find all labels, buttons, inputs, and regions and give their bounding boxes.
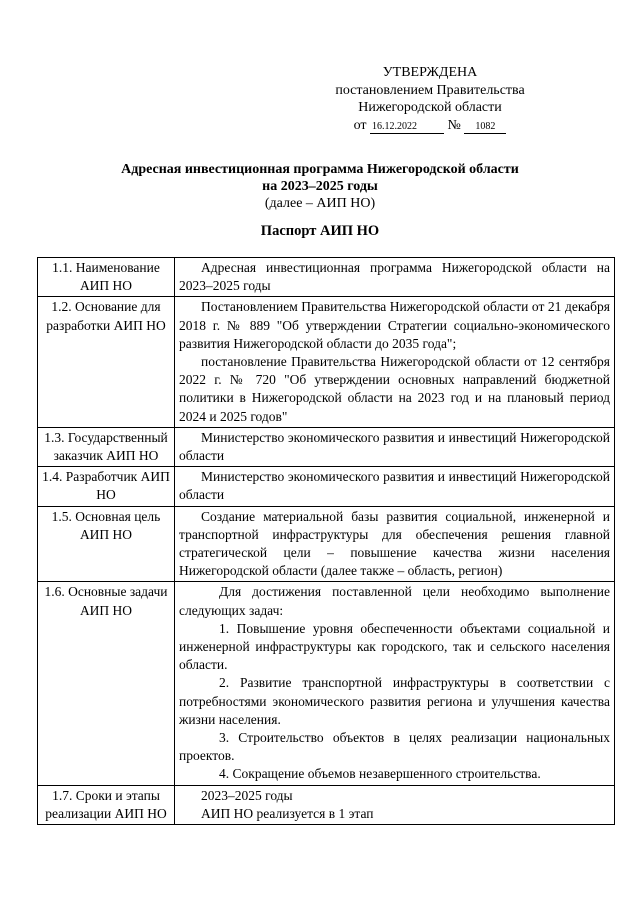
row-key: 1.6. Основные задачи АИП НО <box>38 582 175 785</box>
table-row <box>38 582 615 785</box>
approval-date-line <box>300 117 560 135</box>
approval-number: 1082 <box>464 121 506 134</box>
row-key: 1.2. Основание для разработки АИП НО <box>38 297 175 427</box>
row-paragraph: Постановлением Правительства Нижегородской области от 21 декабря 2018 г. № 889 "Об утверждении Стратегии социально-экономического развития Нижегородской области до 2035 года"; <box>179 299 610 351</box>
table-row <box>38 258 615 297</box>
approval-title: УТВЕРЖДЕНА <box>382 65 478 80</box>
row-paragraph: 4. Сокращение объемов незавершенного строительства. <box>219 766 541 782</box>
row-value <box>175 785 615 824</box>
row-value <box>175 427 615 466</box>
row-paragraph: 3. Строительство объектов в целях реализации национальных проектов. <box>179 730 610 764</box>
row-paragraph: Создание материальной базы развития социальной, инженерной и транспортной инфраструктуры для обеспечения решения главной стратегической цели – повышение качества жизни населения Нижегородской области (далее также – область, регион) <box>179 508 610 579</box>
approval-line-2: постановлением Правительства <box>335 82 525 98</box>
passport-title: Паспорт АИП НО <box>260 223 380 239</box>
row-paragraph: постановление Правительства Нижегородской области от 12 сентября 2022 г. № 720 "Об утверждении основных направлений бюджетной политики в Нижегородской области на 2023 год и на плановый период 2024 и 2025 годов" <box>179 354 610 424</box>
table-row <box>38 297 615 427</box>
row-key: 1.4. Разработчик АИП НО <box>38 467 175 506</box>
row-key: 1.7. Сроки и этапы реализации АИП НО <box>38 785 175 824</box>
table-row <box>38 467 615 506</box>
passport-table <box>37 257 615 825</box>
heading-line-1: Адресная инвестиционная программа Нижегородской области <box>121 162 519 177</box>
heading-line-2: на 2023–2025 годы <box>262 179 378 194</box>
row-paragraph: Министерство экономического развития и инвестиций Нижегородской области <box>179 429 610 464</box>
approval-stamp <box>300 64 560 134</box>
document-heading <box>40 161 600 212</box>
row-value <box>175 258 615 297</box>
heading-line-3: (далее – АИП НО) <box>264 196 376 211</box>
row-key: 1.5. Основная цель АИП НО <box>38 506 175 582</box>
row-paragraph: 2. Развитие транспортной инфраструктуры в соответствии с потребностями экономического развития региона и улучшения качества жизни населения. <box>179 675 610 727</box>
row-key: 1.1. Наименование АИП НО <box>38 258 175 297</box>
date-prefix: от <box>353 117 367 133</box>
row-key: 1.3. Государственный заказчик АИП НО <box>38 427 175 466</box>
approval-line-3: Нижегородской области <box>358 100 502 115</box>
row-paragraph: 1. Повышение уровня обеспеченности объектами социальной и инженерной инфраструктуры как городского, так и сельского населения области. <box>179 620 610 673</box>
number-sign: № <box>447 117 461 133</box>
row-paragraph: Адресная инвестиционная программа Нижегородской области на 2023–2025 годы <box>179 260 610 294</box>
row-value <box>175 297 615 427</box>
row-value <box>175 506 615 582</box>
approval-date: 16.12.2022 <box>370 121 444 134</box>
row-paragraph: АИП НО реализуется в 1 этап <box>201 805 374 821</box>
row-paragraph: Для достижения поставленной цели необходимо выполнение следующих задач: <box>179 584 610 618</box>
table-row <box>38 785 615 824</box>
table-row <box>38 506 615 582</box>
row-paragraph: 2023–2025 годы <box>201 787 293 803</box>
row-value <box>175 467 615 506</box>
row-paragraph: Министерство экономического развития и инвестиций Нижегородской области <box>179 469 610 503</box>
row-value <box>175 582 615 785</box>
table-row <box>38 427 615 466</box>
